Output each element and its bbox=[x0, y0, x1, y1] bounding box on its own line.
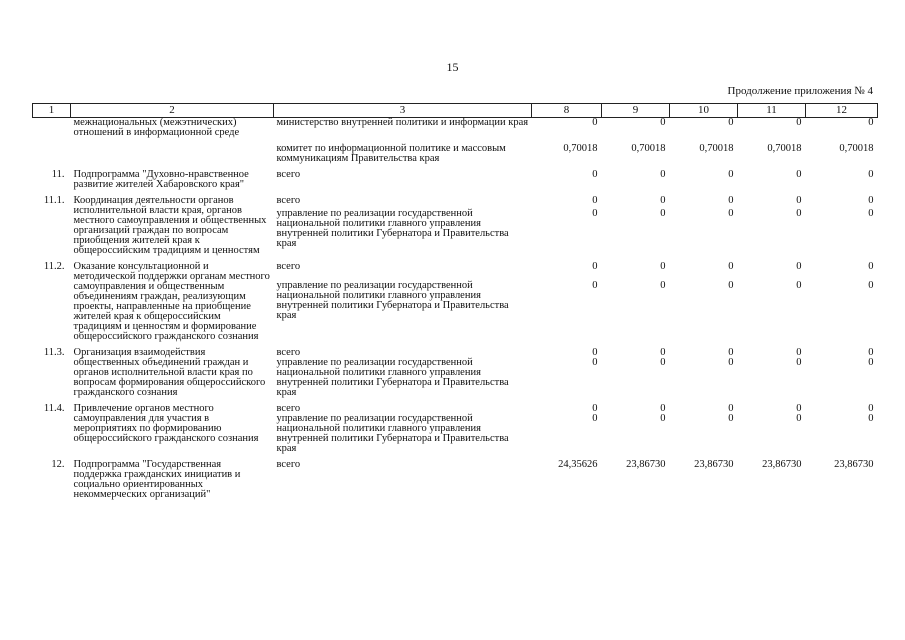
value-cell: 0 bbox=[728, 357, 734, 368]
value-cell: 0 bbox=[592, 413, 598, 424]
value-cell: 0 bbox=[796, 261, 802, 272]
row-number bbox=[33, 118, 71, 139]
value-cell: 0 bbox=[592, 261, 598, 272]
header-cell: 9 bbox=[602, 104, 670, 118]
value-cell: 0 bbox=[796, 413, 802, 424]
row-number: 11.4. bbox=[43, 403, 65, 414]
measure-name: Координация деятельности органов исполнительной власти края, органов местного самоуправления и общественных организаций граждан по вопросам приобщения жителей края к общероссийским традициям и ценностям bbox=[73, 195, 267, 256]
value-cell: 0 bbox=[728, 169, 734, 180]
row-number: 11.2. bbox=[43, 261, 65, 272]
table-row bbox=[33, 398, 878, 414]
value-cell: 0 bbox=[660, 357, 666, 368]
value-cell: 0 bbox=[868, 413, 874, 424]
value-cell: 0,70018 bbox=[563, 143, 598, 154]
value-cell: 0,70018 bbox=[631, 143, 666, 154]
executor-name: управление по реализации государственной национальной политики главного управления внутренней политики Губернатора и Правительства края bbox=[276, 413, 509, 454]
row-number: 11.1. bbox=[43, 195, 65, 206]
value-cell: 0 bbox=[660, 195, 666, 206]
value-cell: 0 bbox=[868, 195, 874, 206]
value-cell: 0 bbox=[728, 117, 734, 128]
value-cell: 0 bbox=[728, 403, 734, 414]
measure-name: Подпрограмма "Духовно-нравственное развитие жителей Хабаровского края" bbox=[73, 169, 249, 190]
row-number: 11. bbox=[51, 169, 65, 180]
header-cell: 10 bbox=[670, 104, 738, 118]
value-cell: 0 bbox=[592, 195, 598, 206]
value-cell: 0 bbox=[728, 347, 734, 358]
value-cell: 0 bbox=[728, 195, 734, 206]
executor-name: управление по реализации государственной национальной политики главного управления внутренней политики Губернатора и Правительства края bbox=[276, 279, 509, 321]
executor-name: комитет по информационной политике и массовым коммуникациям Правительства края bbox=[276, 143, 506, 164]
measure-name: межнациональных (межэтнических) отношений в информационной среде bbox=[73, 117, 240, 138]
value-cell: 0 bbox=[796, 195, 802, 206]
table-row bbox=[33, 118, 878, 139]
measure-name: Подпрограмма "Государственная поддержка гражданских инициатив и социально ориентированных некоммерческих организаций" bbox=[73, 459, 241, 500]
value-cell: 0 bbox=[592, 117, 598, 128]
executor-name: всего bbox=[276, 261, 301, 272]
table-row bbox=[33, 454, 878, 500]
table-row bbox=[33, 164, 878, 190]
header-row bbox=[33, 104, 878, 118]
value-cell: 0 bbox=[592, 169, 598, 180]
executor-name: всего bbox=[276, 347, 301, 358]
value-cell: 0 bbox=[660, 403, 666, 414]
value-cell: 23,86730 bbox=[694, 459, 734, 470]
row-number bbox=[33, 138, 71, 164]
value-cell: 0 bbox=[796, 117, 802, 128]
header-cell: 8 bbox=[532, 104, 602, 118]
value-cell: 0 bbox=[660, 117, 666, 128]
value-cell: 0 bbox=[868, 261, 874, 272]
executor-name: всего bbox=[276, 403, 301, 414]
measure-name bbox=[71, 138, 274, 164]
value-cell: 0 bbox=[592, 207, 598, 219]
value-cell: 0 bbox=[868, 207, 874, 219]
value-cell: 0 bbox=[796, 357, 802, 368]
value-cell: 23,86730 bbox=[834, 459, 874, 470]
executor-name: министерство внутренней политики и информации края bbox=[276, 117, 529, 128]
table-row bbox=[33, 342, 878, 358]
value-cell: 0 bbox=[728, 279, 734, 291]
executor-name: управление по реализации государственной национальной политики главного управления внутренней политики Губернатора и Правительства края bbox=[276, 207, 509, 249]
budget-table bbox=[32, 103, 878, 500]
value-cell: 0 bbox=[728, 261, 734, 272]
value-cell: 0,70018 bbox=[839, 143, 874, 154]
value-cell: 0 bbox=[592, 357, 598, 368]
value-cell: 23,86730 bbox=[626, 459, 666, 470]
value-cell: 0 bbox=[868, 403, 874, 414]
value-cell: 0 bbox=[592, 403, 598, 414]
value-cell: 0 bbox=[796, 279, 802, 291]
value-cell: 0 bbox=[868, 357, 874, 368]
value-cell: 0 bbox=[796, 403, 802, 414]
row-number: 12. bbox=[51, 459, 65, 470]
value-cell: 0 bbox=[660, 207, 666, 219]
value-cell: 0,70018 bbox=[767, 143, 802, 154]
value-cell: 0 bbox=[660, 279, 666, 291]
page-number: 15 bbox=[446, 60, 459, 74]
row-number: 11.3. bbox=[43, 347, 65, 358]
continuation-label: Продолжение приложения № 4 bbox=[727, 85, 873, 97]
header-cell: 2 bbox=[71, 104, 274, 118]
measure-name: Привлечение органов местного самоуправления для участия в мероприятиях по формированию общероссийского гражданского сознания bbox=[73, 403, 259, 444]
executor-name: всего bbox=[276, 459, 301, 470]
value-cell: 0 bbox=[796, 169, 802, 180]
value-cell: 0 bbox=[868, 347, 874, 358]
table-body bbox=[33, 118, 878, 501]
header-cell: 3 bbox=[274, 104, 532, 118]
executor-name: всего bbox=[276, 195, 301, 206]
header-cell: 1 bbox=[33, 104, 71, 118]
value-cell: 0 bbox=[660, 169, 666, 180]
value-cell: 0 bbox=[868, 169, 874, 180]
header-cell: 11 bbox=[738, 104, 806, 118]
value-cell: 0 bbox=[592, 347, 598, 358]
value-cell: 0 bbox=[728, 207, 734, 219]
value-cell: 0 bbox=[796, 207, 802, 219]
value-cell: 0 bbox=[868, 117, 874, 128]
table-row bbox=[33, 138, 878, 164]
header-cell: 12 bbox=[806, 104, 878, 118]
executor-name: управление по реализации государственной национальной политики главного управления внутренней политики Губернатора и Правительства края bbox=[276, 357, 509, 398]
value-cell: 23,86730 bbox=[762, 459, 802, 470]
value-cell: 0 bbox=[592, 279, 598, 291]
value-cell: 0 bbox=[796, 347, 802, 358]
value-cell: 0 bbox=[660, 347, 666, 358]
value-cell: 0 bbox=[728, 413, 734, 424]
value-cell: 0 bbox=[660, 261, 666, 272]
table-row bbox=[33, 256, 878, 281]
executor-name: всего bbox=[276, 169, 301, 180]
measure-name: Организация взаимодействия общественных объединений граждан и органов исполнительной власти края по вопросам формирования общероссийского гражданского сознания bbox=[73, 347, 266, 398]
value-cell: 24,35626 bbox=[558, 459, 598, 470]
measure-name: Оказание консультационной и методической поддержки органам местного самоуправления и общественным объединениям граждан, реализующим проекты, направленные на приобщение жителей края к общероссийским традициям и ценностям и формирование общероссийского гражданского сознания bbox=[73, 261, 270, 342]
value-cell: 0,70018 bbox=[699, 143, 734, 154]
table-row bbox=[33, 190, 878, 209]
value-cell: 0 bbox=[660, 413, 666, 424]
value-cell: 0 bbox=[868, 279, 874, 291]
